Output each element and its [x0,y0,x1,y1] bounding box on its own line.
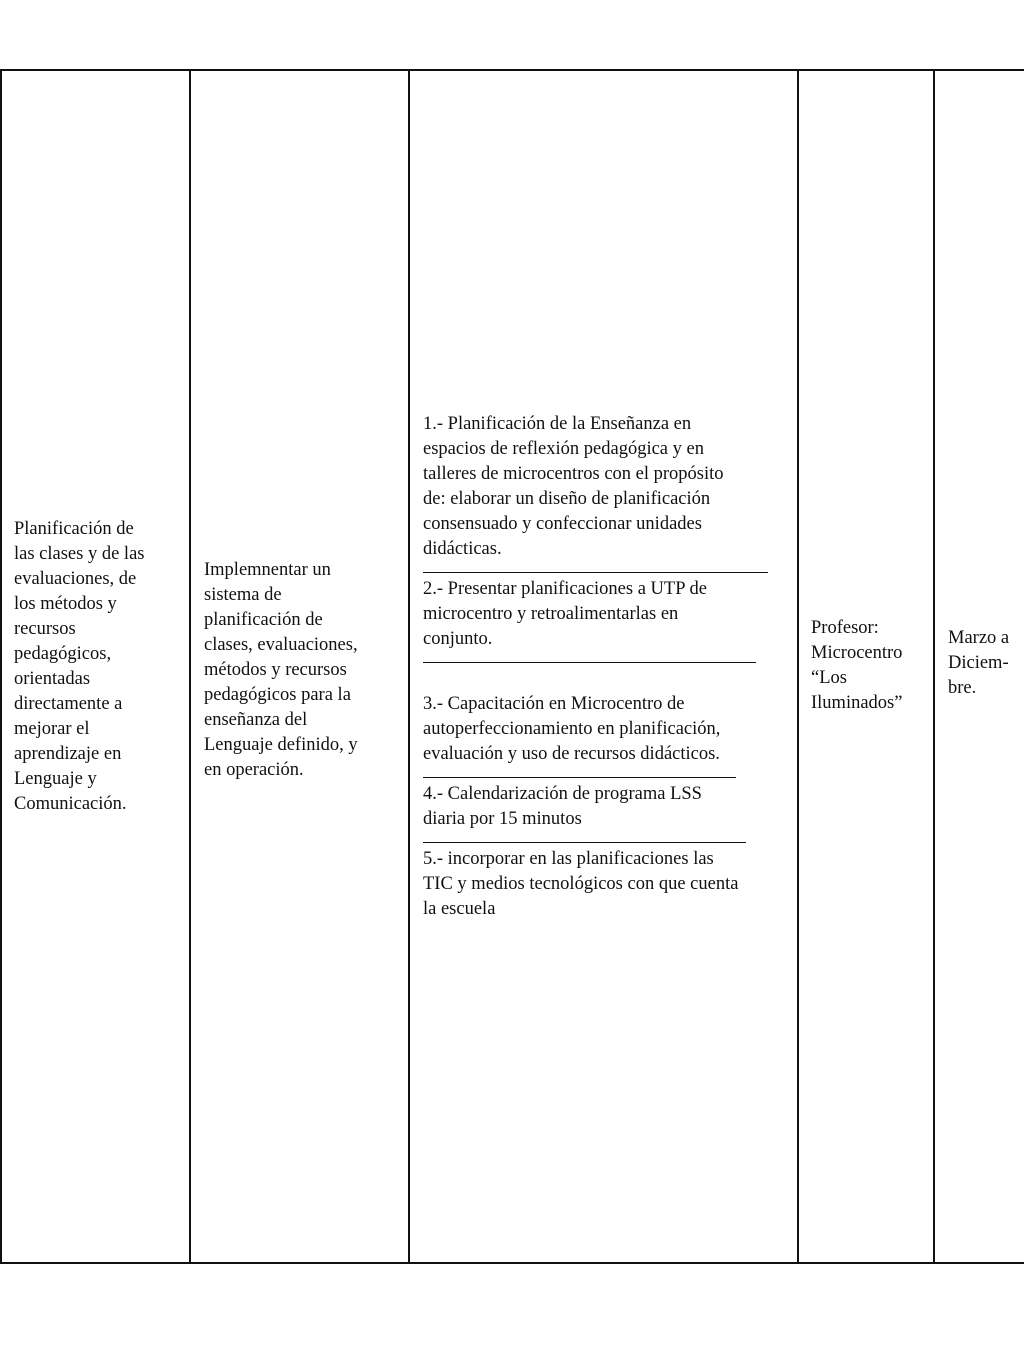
action-divider [423,767,736,778]
objective-text: Implemnentar un sistema de planificación de clases, evaluaciones, métodos y recursos pedagógicos para la enseñanza del Lenguaje definido, y en operación. [204,560,358,780]
timeline-cell [933,71,1024,1262]
timeline-text: Marzo a Diciem- bre. [948,628,1010,698]
action-divider [423,832,746,843]
responsible-text: Profesor: Microcentro “Los Iluminados” [811,617,903,713]
actions-cell [408,71,797,1262]
objective-cell [189,71,408,1262]
planning-table [0,69,1024,1264]
actions-list [410,412,774,922]
action-item-3: 3.- Capacitación en Microcentro de autoperfeccionamiento en planificación, evaluación y uso de recursos didácticos. [423,694,721,764]
dimension-cell [0,71,189,1262]
action-divider [423,562,768,573]
responsible-cell [797,71,933,1262]
action-item-1: 1.- Planificación de la Enseñanza en espacios de reflexión pedagógica y en talleres de microcentros con el propósito de: elaborar un diseño de planificación consensuado y confeccionar unidades didácticas. [423,414,724,559]
action-item-5: 5.- incorporar en las planificaciones las TIC y medios tecnológicos con que cuenta la escuela [423,849,739,919]
action-item-4: 4.- Calendarización de programa LSS diaria por 15 minutos [423,784,702,829]
action-item-2: 2.- Presentar planificaciones a UTP de microcentro y retroalimentarlas en conjunto. [423,579,707,649]
dimension-text: Planificación de las clases y de las evaluaciones, de los métodos y recursos pedagógicos, orientadas directamente a mejorar el aprendizaje en Lenguaje y Comunicación. [14,519,145,814]
action-divider [423,652,756,663]
spacer [423,667,768,692]
